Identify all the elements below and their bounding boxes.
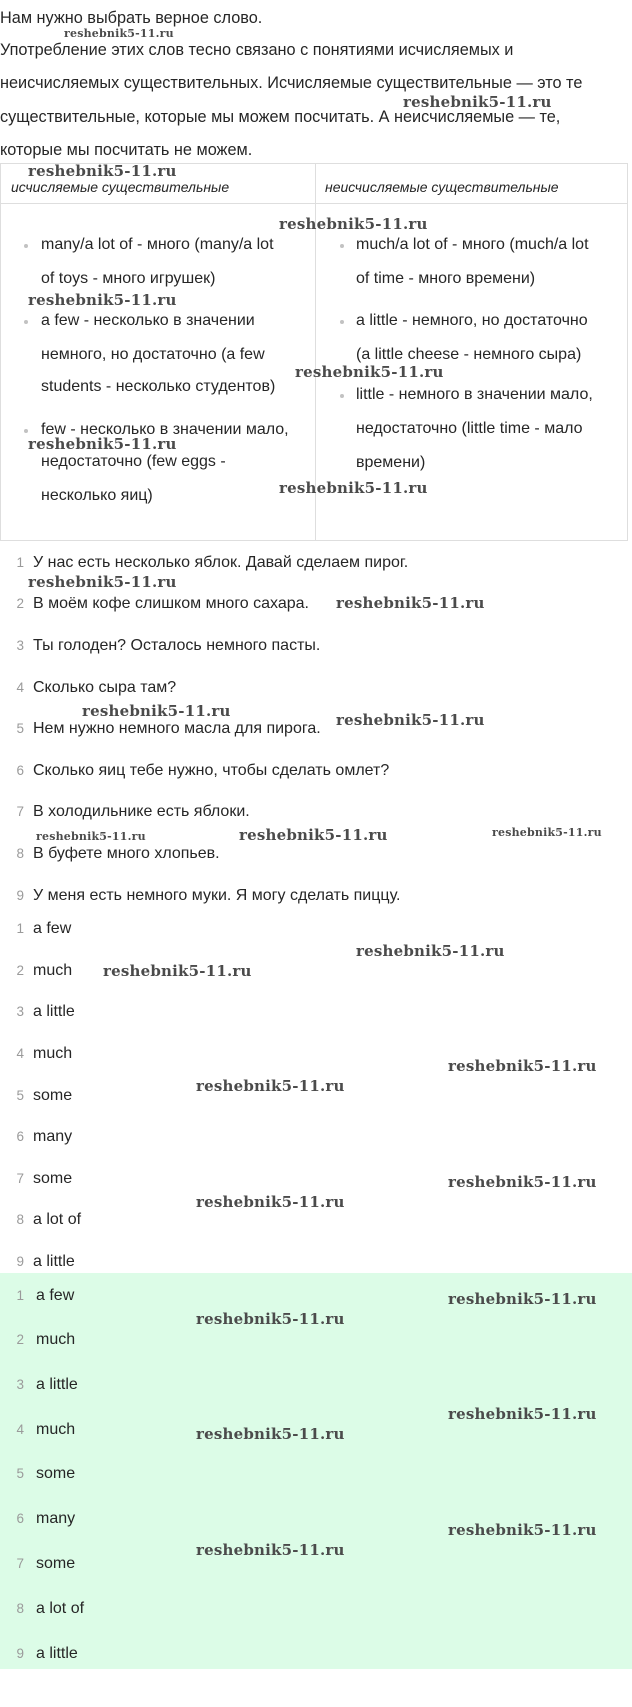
table-header-countable: исчисляемые существительные <box>11 179 230 195</box>
list-number: 1 <box>16 555 24 570</box>
table-cell-line: недостаточно (few eggs - <box>41 453 226 470</box>
answer-item: a few <box>33 920 72 937</box>
watermark: reshebnik5-11.ru <box>196 1425 345 1443</box>
watermark: reshebnik5-11.ru <box>448 1521 597 1539</box>
answer-item: a lot of <box>33 1211 82 1228</box>
list-number: 7 <box>16 804 24 819</box>
table-cell-line: of time - много времени) <box>356 270 536 287</box>
watermark: reshebnik5-11.ru <box>28 435 177 453</box>
bullet-icon <box>24 244 28 248</box>
answer-item: a little <box>33 1003 75 1020</box>
sentence-item: У нас есть несколько яблок. Давай сделаем пирог. <box>33 554 409 571</box>
watermark: reshebnik5-11.ru <box>448 1173 597 1191</box>
answer-item: many <box>33 1128 73 1145</box>
watermark: reshebnik5-11.ru <box>196 1193 345 1211</box>
watermark: reshebnik5-11.ru <box>28 291 177 309</box>
table-cell-line: students - несколько студентов) <box>41 378 276 395</box>
list-number: 3 <box>16 1004 24 1019</box>
list-number: 8 <box>16 1212 24 1227</box>
table-cell-line: (a little cheese - немного сыра) <box>356 346 582 363</box>
answer-item: some <box>33 1170 73 1187</box>
watermark: reshebnik5-11.ru <box>295 363 444 381</box>
list-number: 6 <box>16 1511 24 1526</box>
sentence-item: У меня есть немного муки. Я могу сделать пиццу. <box>33 887 401 904</box>
watermark: reshebnik5-11.ru <box>492 826 602 839</box>
list-number: 4 <box>16 1422 24 1437</box>
list-number: 9 <box>16 1646 24 1661</box>
list-number: 5 <box>16 1466 24 1481</box>
list-number: 2 <box>16 1332 24 1347</box>
watermark: reshebnik5-11.ru <box>64 27 174 40</box>
watermark: reshebnik5-11.ru <box>28 162 177 180</box>
intro-line: неисчисляемых существительных. Исчисляемые существительные — это те <box>0 74 583 92</box>
watermark: reshebnik5-11.ru <box>103 962 252 980</box>
list-number: 1 <box>16 921 24 936</box>
sentence-item: Сколько яиц тебе нужно, чтобы сделать омлет? <box>33 762 390 779</box>
list-number: 6 <box>16 1129 24 1144</box>
sentence-item: Нем нужно немного масла для пирога. <box>33 720 321 737</box>
answer-block <box>0 1273 632 1669</box>
sentence-item: В буфете много хлопьев. <box>33 845 220 862</box>
watermark: reshebnik5-11.ru <box>279 215 428 233</box>
final-answer-item: a few <box>36 1287 75 1304</box>
sentence-item: Сколько сыра там? <box>33 679 177 696</box>
watermark: reshebnik5-11.ru <box>336 711 485 729</box>
answer-item: some <box>33 1087 73 1104</box>
final-answer-item: much <box>36 1331 76 1348</box>
watermark: reshebnik5-11.ru <box>336 594 485 612</box>
intro-line: существительные, которые мы можем посчитать. А неисчисляемые — те, <box>0 108 561 126</box>
watermark: reshebnik5-11.ru <box>28 573 177 591</box>
final-answer-item: a little <box>36 1376 78 1393</box>
table-cell-line: a little - немного, но достаточно <box>356 312 588 329</box>
watermark: reshebnik5-11.ru <box>36 830 146 843</box>
list-number: 2 <box>16 963 24 978</box>
list-number: 6 <box>16 763 24 778</box>
bullet-icon <box>24 429 28 433</box>
list-number: 5 <box>16 721 24 736</box>
list-number: 8 <box>16 1601 24 1616</box>
list-number: 7 <box>16 1556 24 1571</box>
sentence-item: В моём кофе слишком много сахара. <box>33 595 309 612</box>
list-number: 9 <box>16 1254 24 1269</box>
table-cell-line: of toys - много игрушек) <box>41 270 216 287</box>
list-number: 9 <box>16 888 24 903</box>
table-header-uncountable: неисчисляемые существительные <box>325 179 559 195</box>
answer-item: a little <box>33 1253 75 1270</box>
watermark: reshebnik5-11.ru <box>196 1541 345 1559</box>
watermark: reshebnik5-11.ru <box>448 1405 597 1423</box>
final-answer-item: a lot of <box>36 1600 85 1617</box>
list-number: 4 <box>16 1046 24 1061</box>
list-number: 3 <box>16 1377 24 1392</box>
table-cell-line: несколько яиц) <box>41 487 153 504</box>
intro-line: Нам нужно выбрать верное слово. <box>0 9 263 27</box>
table-cell-line: недостаточно (little time - мало <box>356 420 583 437</box>
watermark: reshebnik5-11.ru <box>403 93 552 111</box>
watermark: reshebnik5-11.ru <box>448 1290 597 1308</box>
watermark: reshebnik5-11.ru <box>196 1077 345 1095</box>
bullet-icon <box>340 320 344 324</box>
sentence-item: В холодильнике есть яблоки. <box>33 803 250 820</box>
watermark: reshebnik5-11.ru <box>239 826 388 844</box>
table-cell-line: many/a lot of - много (many/a lot <box>41 236 274 253</box>
table-cell-line: few - несколько в значении мало, <box>41 421 289 438</box>
final-answer-item: much <box>36 1421 76 1438</box>
table-cell-line: little - немного в значении мало, <box>356 386 593 403</box>
intro-line: Употребление этих слов тесно связано с понятиями исчисляемых и <box>0 41 514 59</box>
watermark: reshebnik5-11.ru <box>448 1057 597 1075</box>
final-answer-item: some <box>36 1465 76 1482</box>
answer-item: much <box>33 1045 73 1062</box>
answer-item: much <box>33 962 73 979</box>
table-cell-line: a few - несколько в значении <box>41 312 255 329</box>
watermark: reshebnik5-11.ru <box>196 1310 345 1328</box>
table-divider <box>1 203 627 204</box>
list-number: 8 <box>16 846 24 861</box>
bullet-icon <box>24 320 28 324</box>
list-number: 3 <box>16 638 24 653</box>
intro-line: которые мы посчитать не можем. <box>0 141 253 159</box>
watermark: reshebnik5-11.ru <box>82 702 231 720</box>
watermark: reshebnik5-11.ru <box>279 479 428 497</box>
list-number: 7 <box>16 1171 24 1186</box>
final-answer-item: a little <box>36 1645 78 1662</box>
bullet-icon <box>340 394 344 398</box>
list-number: 1 <box>16 1288 24 1303</box>
watermark: reshebnik5-11.ru <box>356 942 505 960</box>
sentence-item: Ты голоден? Осталось немного пасты. <box>33 637 321 654</box>
table-cell-line: времени) <box>356 454 426 471</box>
final-answer-item: many <box>36 1510 76 1527</box>
list-number: 2 <box>16 596 24 611</box>
list-number: 5 <box>16 1088 24 1103</box>
table-cell-line: much/a lot of - много (much/a lot <box>356 236 589 253</box>
table-cell-line: немного, но достаточно (a few <box>41 346 265 363</box>
final-answer-item: some <box>36 1555 76 1572</box>
bullet-icon <box>340 244 344 248</box>
list-number: 4 <box>16 680 24 695</box>
